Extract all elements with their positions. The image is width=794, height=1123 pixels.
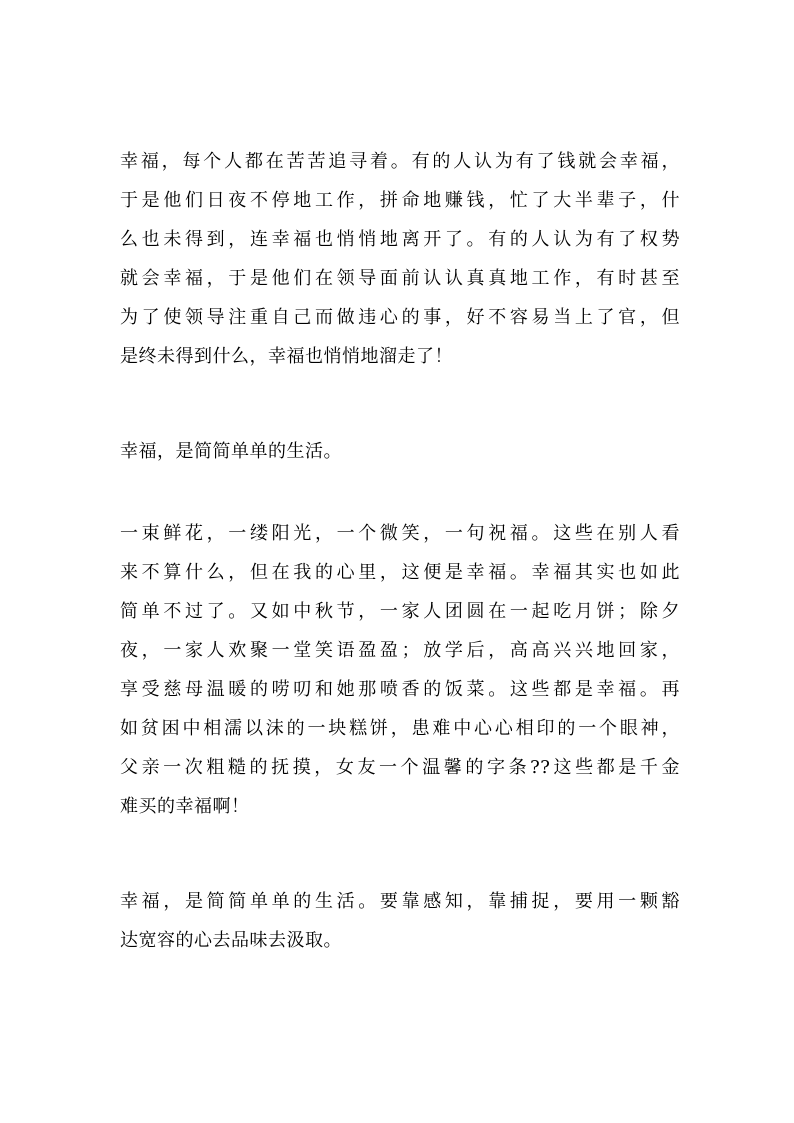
text-line: 享受慈母温暖的唠叨和她那喷香的饭菜。这些都是幸福。再 [120, 679, 680, 700]
text-line: 一束鲜花，一缕阳光，一个微笑，一句祝福。这些在别人看 [120, 523, 680, 544]
text-line: 于是他们日夜不停地工作，拼命地赚钱，忙了大半辈子，什 [120, 190, 680, 211]
paragraph-1 [120, 142, 680, 376]
text-line: 来不算什么，但在我的心里，这便是幸福。幸福其实也如此 [120, 562, 680, 583]
text-line: 是终未得到什么，幸福也悄悄地溜走了！ [120, 346, 453, 367]
text-line: 父亲一次粗糙的抚摸，女友一个温馨的字条??这些都是千金 [120, 757, 680, 778]
text-line: 么也未得到，连幸福也悄悄地离开了。有的人认为有了权势 [120, 229, 680, 250]
text-line: 达宽容的心去品味去汲取。 [120, 930, 342, 951]
text-line: 幸福，每个人都在苦苦追寻着。有的人认为有了钱就会幸福， [120, 151, 680, 172]
paragraph-4 [120, 882, 680, 960]
text-line: 为了使领导注重自己而做违心的事，好不容易当上了官，但 [120, 307, 680, 328]
text-line: 简单不过了。又如中秋节，一家人团圆在一起吃月饼；除夕 [120, 601, 680, 622]
text-line: 难买的幸福啊！ [120, 796, 250, 817]
text-line: 如贫困中相濡以沫的一块糕饼，患难中心心相印的一个眼神， [120, 718, 680, 739]
paragraph-2 [120, 432, 680, 471]
text-line: 幸福，是简简单单的生活。 [120, 441, 342, 462]
text-line: 就会幸福，于是他们在领导面前认认真真地工作，有时甚至 [120, 268, 680, 289]
text-line: 幸福，是简简单单的生活。要靠感知，靠捕捉，要用一颗豁 [120, 891, 680, 912]
paragraph-3 [120, 514, 680, 826]
text-line: 夜，一家人欢聚一堂笑语盈盈；放学后，高高兴兴地回家， [120, 640, 680, 661]
